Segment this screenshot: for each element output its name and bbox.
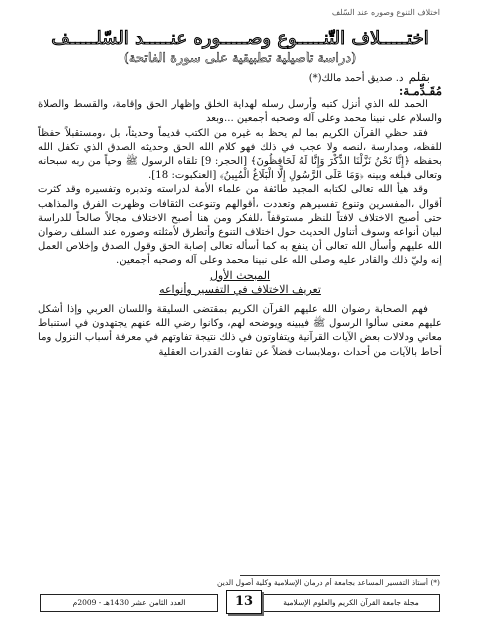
running-head: اختلاف التنوع وصوره عند السّلف — [331, 8, 440, 17]
author-flourish: بقلم — [408, 70, 430, 84]
page-footer — [40, 590, 440, 614]
paragraph: الحمد لله الذي أنزل كتبه وأرسل رسله لهداية الخلق وإظهار الحق وإقامة، والقسط والصلاة والسلام على نبينا محمد وعلى آله وصحبه أجمعين ...وبعد — [38, 99, 442, 125]
footnote-divider — [240, 575, 440, 576]
paragraph: فهم الصحابة رضوان الله عليهم القرآن الكريم بمقتضى السليقة واللسان العربي وإذا أشكل عليهم معنى سألوا الرسول ﷺ فيبينه ويوضحه لهم، وكانوا رضي الله عنهم يجتهدون في استنباط معاني ودلالات بعض الآيات القرآنية ويتفاوتون في ذلك نتيجة تفاوتهم في معرفة أسباب النزول وما أحاط بالآيات من أحداث ،وملابسات فضلاً عن تفاوت القدرات العقلية — [38, 304, 442, 358]
paragraph: فقد حظي القرآن الكريم بما لم يحظ به غيره من الكتب قديماً وحديثاً، بل ،ومستقبلاً حفظاً للفظه، ومدارسة ،لنصه ولا عجب في ذلك فهو كلام الله الحق وحديثه الصدق الذي تكفل الله بحفظه ﴿إِنَّا نَحْنُ نَزَّلْنَا الذِّكْرَ وَإِنَّا لَهُ لَحَافِظُونَ﴾ [الحجر: 9] تلقاه الرسول ﷺ وحياً من ربه سبحانه وتعالى فبلغه وبينه ﴿وَمَا عَلَى الرَّسُولِ إِلَّا الْبَلَاغُ الْمُبِينُ﴾ [العنكبوت: 18]. — [38, 127, 442, 182]
author-line — [309, 70, 430, 84]
article-body — [38, 84, 442, 360]
footnote: (*) أستاذ التفسير المساعد بجامعة أم درمان الإسلامية وكلية أصول الدين — [217, 578, 440, 587]
paragraph: وقد هيأ الله تعالى لكتابه المجيد طائفة من علماء الأمة لدراسته وتدبره وتفسيره وقد كثرت أقوال ،المفسرين وتنوع تفسيرهم وتعددت ،أقوالهم وتنوعت الثقافات وظهرت الفرق والمذاهب حتى أصبح الاختلاف لافتاً للنظر مستوقفاً ،للفكر ومن هنا أصبح الاختلاف مجالاً صالحاً للدراسة لبيان أنواعه وسوف أتناول الحديث حول اختلاف التنوع وأتطرق لأمثلته وصوره عند السلف رضوان الله عليهم وأسأل الله تعالى أن ينفع به كما أسأله تعالى إصابة الحق وقول الصدق وإخلاص العمل إنه وليّ ذلك والقادر عليه وصلى الله على نبينا محمد وعلى آله وصحبه أجمعين. — [38, 184, 442, 267]
section-label: المبحث الأول — [209, 268, 271, 282]
title-main: اختـــــلاف التّنـــــوع وصـــــوره عنـــــد السّلـــــف — [51, 28, 429, 49]
author-name: د. صديق أحمد مالك(*) — [308, 73, 404, 84]
page-number: 13 — [226, 590, 262, 614]
article-title — [40, 28, 440, 68]
section-title: تعريف الاختلاف في التفسير وأنواعه — [159, 282, 321, 296]
intro-heading: مُقَـدِّمـة: — [398, 84, 442, 98]
title-subtitle: (دراسة تأصيلية تطبيقية على سورة الفاتحة) — [123, 51, 357, 66]
footer-issue: العدد الثامن عشر 1430هـ - 2009م — [40, 594, 218, 612]
footer-journal: مجلة جامعة القرآن الكريم والعلوم الإسلامية — [262, 594, 440, 612]
